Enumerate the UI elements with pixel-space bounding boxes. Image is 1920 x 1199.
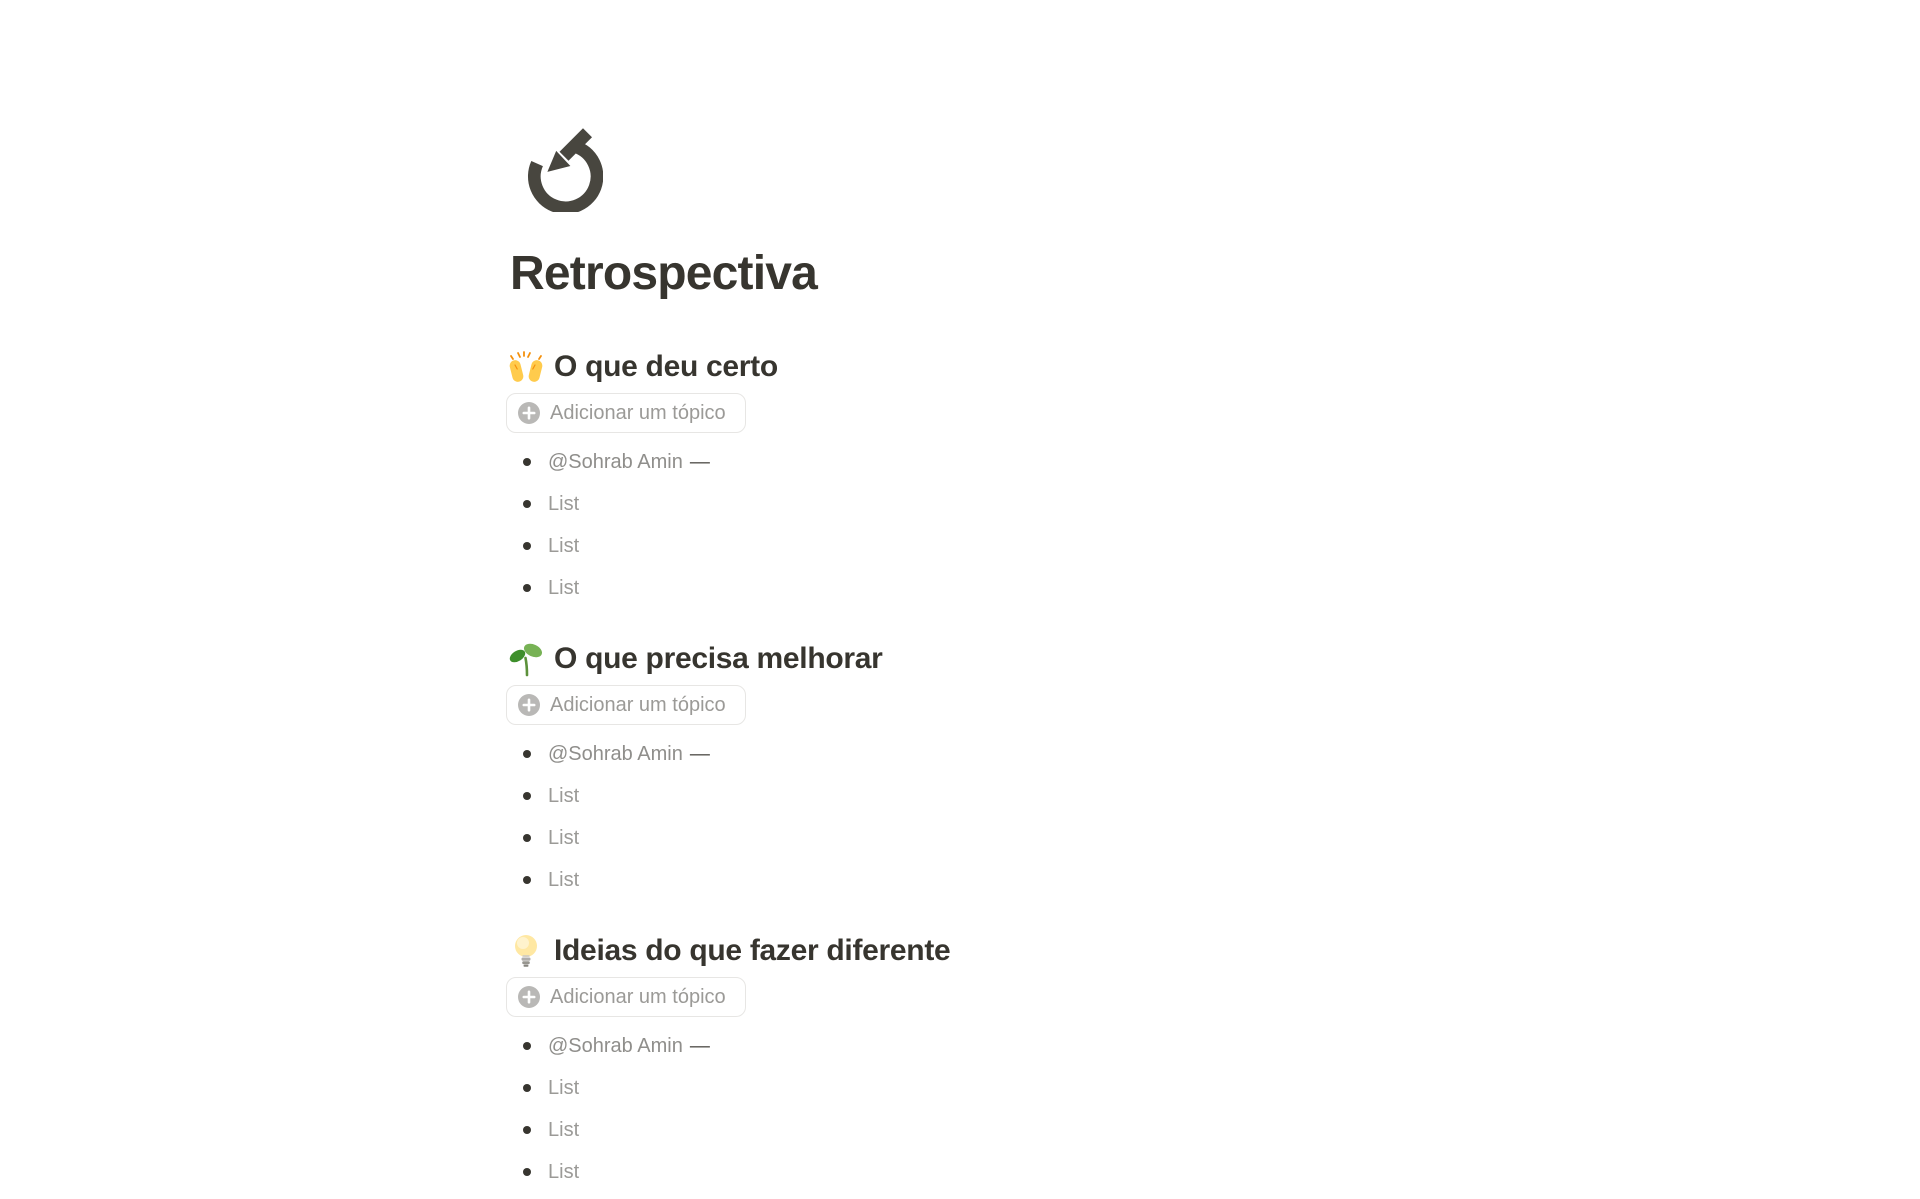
mention-dash: — <box>689 1034 710 1057</box>
mention-dash: — <box>689 450 710 473</box>
list-item[interactable]: List <box>506 1109 1920 1151</box>
section-heading[interactable] <box>506 347 1920 387</box>
section-heading-text: O que precisa melhorar <box>554 642 883 675</box>
topic-list <box>506 441 1920 609</box>
section-heading-text: Ideias do que fazer diferente <box>554 934 951 967</box>
section-o-que-deu-certo <box>506 347 1920 609</box>
list-item[interactable]: List <box>506 525 1920 567</box>
raising-hands-icon <box>506 347 546 387</box>
section-heading-text: O que deu certo <box>554 350 778 383</box>
list-item[interactable]: List <box>506 817 1920 859</box>
list-item[interactable]: List <box>506 775 1920 817</box>
section-heading[interactable] <box>506 931 1920 971</box>
list-item[interactable]: List <box>506 1151 1920 1193</box>
user-mention[interactable]: @Sohrab Amin <box>548 450 683 473</box>
page-title[interactable]: Retrospectiva <box>510 247 818 300</box>
section-o-que-precisa-melhorar <box>506 639 1920 901</box>
add-topic-label: Adicionar um tópico <box>550 401 726 424</box>
add-topic-button[interactable] <box>506 685 746 725</box>
light-bulb-icon <box>506 931 546 971</box>
add-topic-button[interactable] <box>506 977 746 1017</box>
topic-list <box>506 1025 1920 1193</box>
list-item-mention[interactable] <box>506 733 1920 775</box>
section-ideias-fazer-diferente <box>506 931 1920 1193</box>
plus-icon <box>518 694 540 716</box>
list-item[interactable]: List <box>506 1067 1920 1109</box>
add-topic-button[interactable] <box>506 393 746 433</box>
rotate-ccw-icon[interactable] <box>527 120 603 212</box>
topic-list <box>506 733 1920 901</box>
list-item[interactable]: List <box>506 859 1920 901</box>
add-topic-label: Adicionar um tópico <box>550 985 726 1008</box>
user-mention[interactable]: @Sohrab Amin <box>548 1034 683 1057</box>
section-heading[interactable] <box>506 639 1920 679</box>
plus-icon <box>518 402 540 424</box>
mention-dash: — <box>689 742 710 765</box>
list-item[interactable]: List <box>506 567 1920 609</box>
plus-icon <box>518 986 540 1008</box>
add-topic-label: Adicionar um tópico <box>550 693 726 716</box>
list-item-mention[interactable] <box>506 1025 1920 1067</box>
user-mention[interactable]: @Sohrab Amin <box>548 742 683 765</box>
list-item-mention[interactable] <box>506 441 1920 483</box>
seedling-icon <box>506 639 546 679</box>
list-item[interactable]: List <box>506 483 1920 525</box>
